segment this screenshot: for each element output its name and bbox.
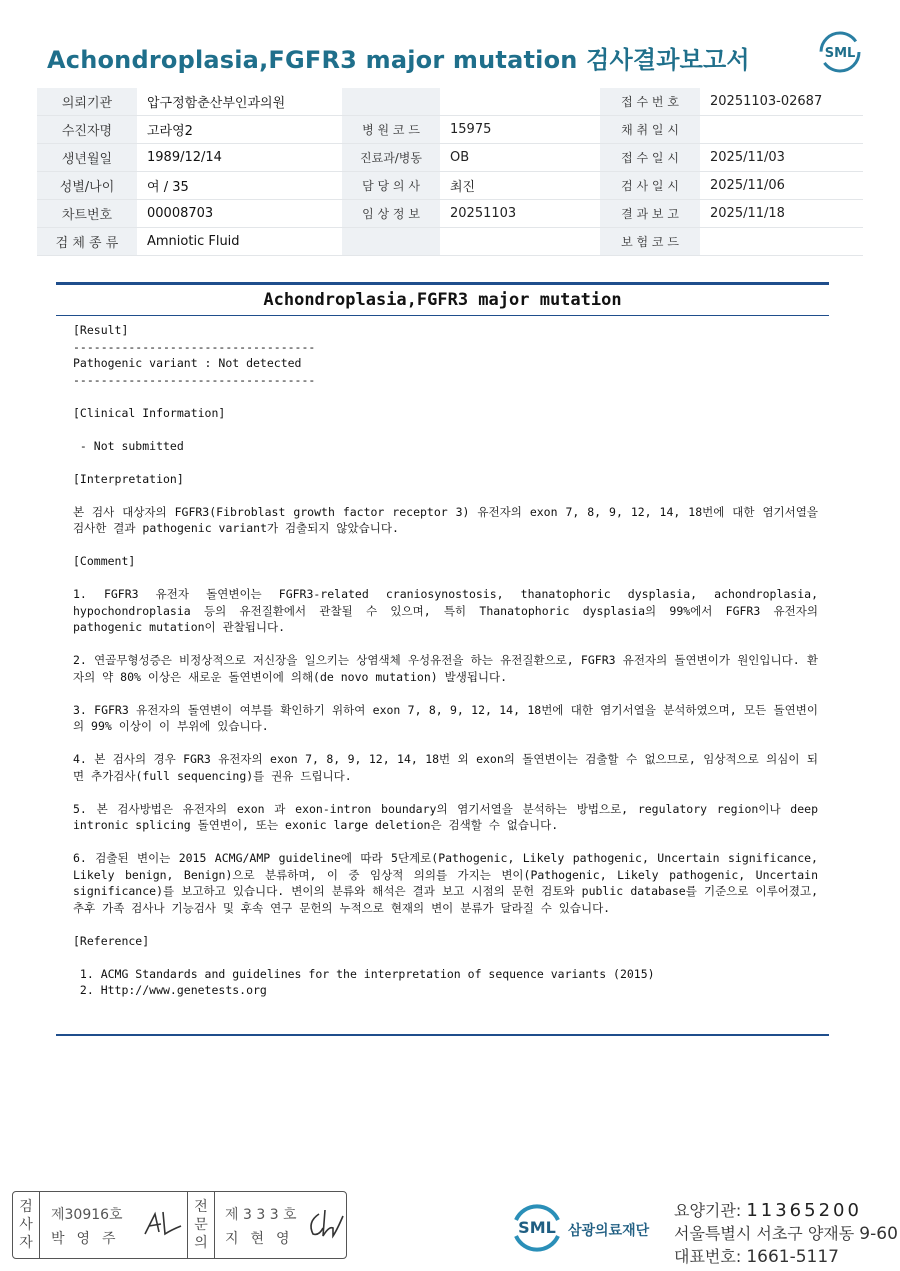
info-value: [700, 228, 863, 256]
info-value: 2025/11/03: [700, 144, 863, 172]
clinical-text: - Not submitted: [73, 438, 184, 453]
report-title-rule: [56, 315, 829, 316]
info-label: 접 수 일 시: [600, 144, 700, 172]
result-heading: [Result]: [73, 323, 129, 337]
info-row: [37, 228, 863, 256]
info-value: 2025/11/06: [700, 172, 863, 200]
svg-text:SML: SML: [824, 46, 856, 61]
info-value: [440, 228, 600, 256]
comment-item: 4. 본 검사의 경우 FGR3 유전자의 exon 7, 8, 9, 12, 14, 18번 외 exon의 돌연변이는 검출할 수 없으므로, 임상적으로 의심이 되면 추가검사(full sequencing)를 권유 드립니다.: [73, 752, 818, 783]
footer-institution-code: 요양기관: 11365200: [674, 1200, 862, 1221]
info-row: [37, 172, 863, 200]
info-label: 병 원 코 드: [342, 116, 440, 144]
clinical-heading: [Clinical Information]: [73, 405, 226, 420]
report-body: [73, 322, 818, 999]
info-label: 보 험 코 드: [600, 228, 700, 256]
info-value: 압구정함춘산부인과의원: [137, 88, 342, 116]
info-label: 진료과/병동: [342, 144, 440, 172]
footer-address: 서울특별시 서초구 양재동 9-60: [674, 1224, 898, 1244]
info-value: 2025/11/18: [700, 200, 863, 228]
info-value: Amniotic Fluid: [137, 228, 342, 256]
comment-item: 3. FGFR3 유전자의 돌연변이 여부를 확인하기 위하여 exon 7, 8, 9, 12, 14, 18번에 대한 염기서열을 분석하였으며, 모든 돌연변이의 99% 이상이 이 부위에 있습니다.: [73, 702, 818, 733]
interpretation-heading: [Interpretation]: [73, 471, 184, 486]
specialist-license: 제 3 3 3 호: [225, 1207, 297, 1223]
info-value: 최진: [440, 172, 600, 200]
info-value: 15975: [440, 116, 600, 144]
signature-box: [12, 1191, 347, 1259]
info-label: [342, 88, 440, 116]
info-value: 20251103-02687: [700, 88, 863, 116]
footer-sml-logo-icon: [508, 1198, 566, 1256]
specialist-name: 지현영: [225, 1231, 302, 1247]
reference-item: 2. Http://www.genetests.org: [73, 983, 267, 997]
divider: -----------------------------------: [73, 372, 316, 387]
info-label: 검 체 종 류: [37, 228, 137, 256]
divider: -----------------------------------: [73, 339, 316, 354]
sml-logo-icon: [818, 30, 862, 74]
examiner-name: 박영주: [51, 1231, 128, 1247]
reference-item: 1. ACMG Standards and guidelines for the interpretation of sequence variants (2015): [73, 966, 655, 981]
examiner-label: 검 사 자: [13, 1192, 40, 1258]
comment-item: 1. FGFR3 유전자 돌연변이는 FGFR3-related craniosynostosis, thanatophoric dysplasia, achondroplasia, hypochondroplasia 등의 유전질환에서 관찰될 수 있으며, 특히 Thanatophoric dysplasia의 99%에서 FGFR3 유전자의 pathogenic mutation이 관찰됩니다.: [73, 587, 818, 634]
comment-item: 5. 본 검사방법은 유전자의 exon 과 exon-intron boundary의 염기서열을 분석하는 방법으로, regulatory region이나 deep intronic splicing 돌연변이, 또는 exonic large deletion은 검색할 수 없습니다.: [73, 801, 818, 832]
examiner-license: 제30916호: [51, 1207, 123, 1223]
report-header-title: Achondroplasia,FGFR3 major mutation 검사결과보고서: [47, 46, 750, 74]
svg-text:SML: SML: [518, 1218, 556, 1237]
info-value: 고라영2: [137, 116, 342, 144]
patient-info-table: [37, 88, 863, 256]
info-value: 1989/12/14: [137, 144, 342, 172]
info-label: 결 과 보 고: [600, 200, 700, 228]
reference-heading: [Reference]: [73, 933, 150, 948]
info-label: 의뢰기관: [37, 88, 137, 116]
info-label: 차트번호: [37, 200, 137, 228]
info-value: 여 / 35: [137, 172, 342, 200]
info-value: [700, 116, 863, 144]
report-top-rule: [56, 282, 829, 285]
footer-org-name: 삼광의료재단: [568, 1223, 650, 1239]
info-label: 접 수 번 호: [600, 88, 700, 116]
interpretation-text: 본 검사 대상자의 FGFR3(Fibroblast growth factor receptor 3) 유전자의 exon 7, 8, 9, 12, 14, 18번에 대한 염기서열을 검사한 결과 pathogenic variant가 검출되지 않았습니다.: [73, 504, 818, 535]
info-label: 생년월일: [37, 144, 137, 172]
info-row: [37, 88, 863, 116]
info-value: [440, 88, 600, 116]
info-row: [37, 116, 863, 144]
report-bottom-rule: [56, 1034, 829, 1036]
info-label: 담 당 의 사: [342, 172, 440, 200]
footer-phone: 대표번호: 1661-5117: [674, 1247, 839, 1267]
info-row: [37, 144, 863, 172]
result-line: Pathogenic variant : Not detected: [73, 356, 302, 370]
info-value: OB: [440, 144, 600, 172]
specialist-label: 전 문 의: [187, 1192, 215, 1258]
comment-item: 2. 연골무형성증은 비정상적으로 저신장을 일으키는 상염색체 우성유전을 하는 유전질환으로, FGFR3 유전자의 돌연변이가 원인입니다. 환자의 약 80% 이상은 새로운 돌연변이에 의해(de novo mutation) 발생됩니다.: [73, 653, 818, 684]
info-value: 20251103: [440, 200, 600, 228]
info-label: 수진자명: [37, 116, 137, 144]
info-row: [37, 200, 863, 228]
info-label: 성별/나이: [37, 172, 137, 200]
examiner-signature-icon: [141, 1206, 185, 1242]
comment-heading: [Comment]: [73, 554, 136, 568]
info-label: 채 취 일 시: [600, 116, 700, 144]
report-title: Achondroplasia,FGFR3 major mutation: [263, 290, 622, 310]
comment-item: 6. 검출된 변이는 2015 ACMG/AMP guideline에 따라 5단계로(Pathogenic, Likely pathogenic, Uncertain significance, Likely benign, Benign)으로 분류하며, 이 중 임상적 의의를 가지는 변이(Pathogenic, Likely pathogenic, Uncertain significance)를 보고하고 있습니다. 변이의 분류와 해석은 결과 보고 시점의 문헌 검토와 public database를 기준으로 이루어졌고, 추후 가족 검사나 기능검사 및 후속 연구 문헌의 누적으로 현재의 변이 분류가 달라질 수 있습니다.: [73, 851, 818, 915]
specialist-signature-icon: [305, 1206, 345, 1242]
info-label: 임 상 정 보: [342, 200, 440, 228]
info-label: 검 사 일 시: [600, 172, 700, 200]
info-value: 00008703: [137, 200, 342, 228]
info-label: [342, 228, 440, 256]
